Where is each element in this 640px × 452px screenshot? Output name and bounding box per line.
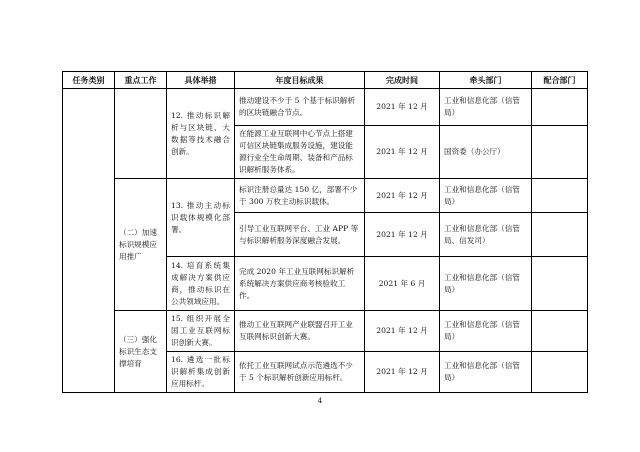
work-plan-table	[62, 71, 588, 393]
header-lead-department: 牵头部门	[440, 72, 532, 89]
support-department-cell	[532, 179, 588, 213]
lead-department-cell: 工业和信息化部（信管局）	[440, 89, 532, 126]
goal-cell: 依托工业互联网试点示范遴选不少于 5 个标识解析创新应用标杆。	[235, 352, 365, 393]
support-department-cell	[532, 352, 588, 393]
goal-cell: 引导工业互联网平台、工业 APP 等与标识解析服务深度融合发展。	[235, 213, 365, 257]
goal-cell: 标识注册总量达 150 亿，部署不少于 300 万枚主动标识载体。	[235, 179, 365, 213]
goal-cell: 推动建设不少于 5 个基于标识解析的区块链融合节点。	[235, 89, 365, 126]
table-row	[63, 89, 588, 126]
header-support-department: 配合部门	[532, 72, 588, 89]
table-row	[63, 179, 588, 213]
lead-department-cell: 工业和信息化部（信管局）	[440, 311, 532, 352]
support-department-cell	[532, 311, 588, 352]
lead-department-cell: 国资委（办公厅）	[440, 126, 532, 179]
time-cell: 2021 年 12 月	[365, 311, 440, 352]
measure-cell: 14. 培育系统集成解决方案供应商，推动标识在公共领域应用。	[167, 257, 235, 311]
task-category-cell	[63, 89, 115, 393]
support-department-cell	[532, 89, 588, 126]
support-department-cell	[532, 213, 588, 257]
time-cell: 2021 年 12 月	[365, 213, 440, 257]
header-task-category: 任务类别	[63, 72, 115, 89]
measure-cell: 15. 组织开展全国工业互联网标识创新大赛。	[167, 311, 235, 352]
goal-cell: 推动工业互联网产业联盟召开工业互联网标识创新大赛。	[235, 311, 365, 352]
goal-cell: 完成 2020 年工业互联网标识解析系统解决方案供应商考核验收工作。	[235, 257, 365, 311]
key-work-cell: （二）加速标识规模应用推广	[115, 179, 167, 311]
table-row	[63, 311, 588, 352]
time-cell: 2021 年 12 月	[365, 179, 440, 213]
header-measures: 具体举措	[167, 72, 235, 89]
table-header-row	[63, 72, 588, 89]
support-department-cell	[532, 257, 588, 311]
lead-department-cell: 工业和信息化部（信管局）	[440, 352, 532, 393]
lead-department-cell: 工业和信息化部（信管局）	[440, 257, 532, 311]
header-annual-goals: 年度目标成果	[235, 72, 365, 89]
time-cell: 2021 年 6 月	[365, 257, 440, 311]
support-department-cell	[532, 126, 588, 179]
key-work-cell: （三）强化标识生态支撑培育	[115, 311, 167, 393]
page-number: 4	[317, 397, 323, 405]
time-cell: 2021 年 12 月	[365, 89, 440, 126]
lead-department-cell: 工业和信息化部（信管局、信发司）	[440, 213, 532, 257]
header-key-work: 重点工作	[115, 72, 167, 89]
goal-cell: 在能源工业互联网中心节点上搭建可信区块链集成服务设施，建设能源行业全生命周期、装备和产品标识解析服务体系。	[235, 126, 365, 179]
key-work-cell	[115, 89, 167, 179]
time-cell: 2021 年 12 月	[365, 126, 440, 179]
time-cell: 2021 年 12 月	[365, 352, 440, 393]
measure-cell: 13. 推动主动标识载体规模化部署。	[167, 179, 235, 257]
lead-department-cell: 工业和信息化部（信管局）	[440, 179, 532, 213]
header-completion-time: 完成时间	[365, 72, 440, 89]
measure-cell: 12. 推动标识解析与区块链、大数据等技术融合创新。	[167, 89, 235, 179]
measure-cell: 16. 遴选一批标识解析集成创新应用标杆。	[167, 352, 235, 393]
